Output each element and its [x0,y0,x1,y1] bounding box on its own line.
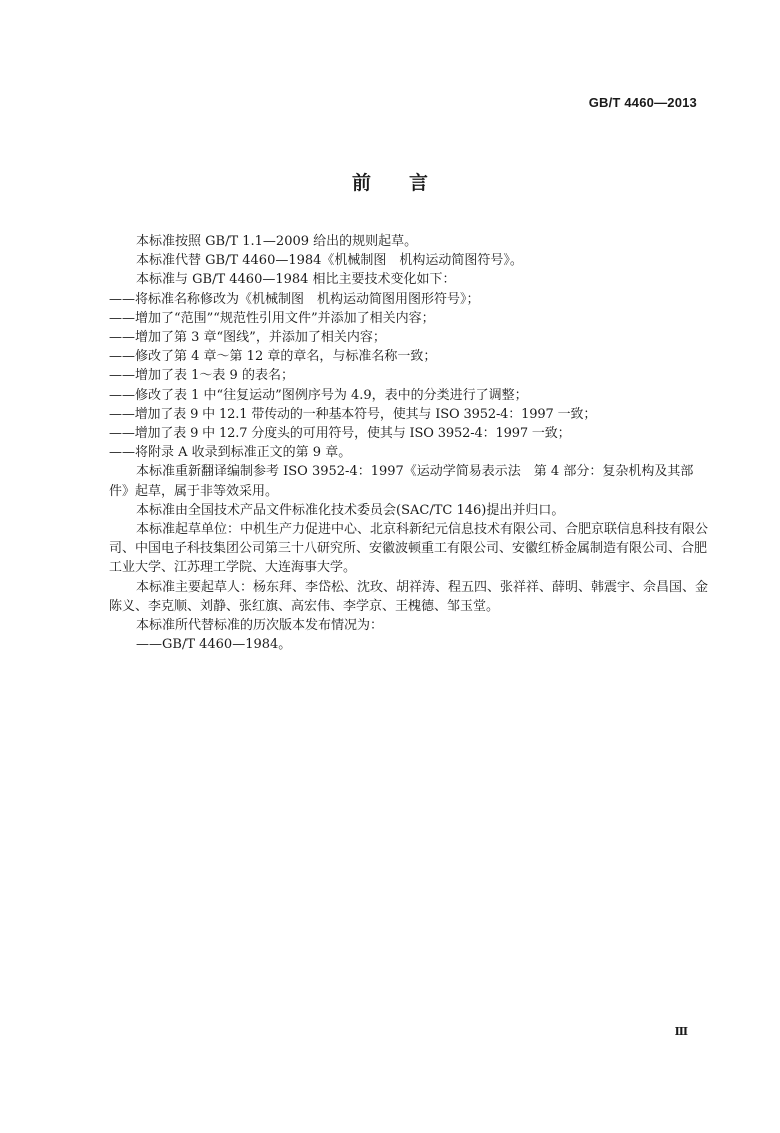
change-item: ——增加了“范围”“规范性引用文件”并添加了相关内容； [109,310,435,326]
paragraph-replaces: 本标准代替 GB/T 4460—1984《机械制图 机构运动简图符号》。 [136,253,523,269]
change-item: ——增加了表 9 中 12.7 分度头的可用符号，使其与 ISO 3952-4：1997 一致； [109,426,571,442]
history-item: ——GB/T 4460—1984。 [136,637,292,653]
change-item: ——修改了第 4 章～第 12 章的章名，与标准名称一致； [109,349,437,365]
paragraph-drafters: 本标准主要起草人：杨东拜、李岱松、沈玫、胡祥涛、程五四、张祥祥、薛明、韩震宇、佘昌国、金陈义、李克顺、刘静、张红旗、高宏伟、李学京、王槐德、邹玉堂。 [109,579,709,614]
paragraph-drafting-units: 本标准起草单位：中机生产力促进中心、北京科新纪元信息技术有限公司、合肥京联信息科技有限公司、中国电子科技集团公司第三十八研究所、安徽波顿重工有限公司、安徽红桥金属制造有限公司、合肥工业大学、江苏理工学院、大连海事大学。 [109,522,709,576]
standard-code: GB/T 4460—2013 [588,95,697,110]
paragraph-translation-note: 本标准重新翻译编制参考 ISO 3952-4：1997《运动学简易表示法 第 4 部分：复杂机构及其部件》起草，属于非等效采用。 [109,464,694,499]
change-item: ——增加了表 9 中 12.1 带传动的一种基本符号，使其与 ISO 3952-4：1997 一致； [109,406,597,422]
change-item: ——将附录 A 收录到标准正文的第 9 章。 [109,445,352,461]
change-item: ——增加了表 1～表 9 的表名； [109,368,294,384]
change-item: ——修改了表 1 中“往复运动”图例序号为 4.9，表中的分类进行了调整； [109,387,528,403]
paragraph-drafting-rule: 本标准按照 GB/T 1.1—2009 给出的规则起草。 [136,234,418,249]
paragraph-history-intro: 本标准所代替标准的历次版本发布情况为： [136,618,384,634]
page-title: 前言 [351,172,466,194]
change-item: ——增加了第 3 章“图线”，并添加了相关内容； [109,330,386,346]
paragraph-proposer: 本标准由全国技术产品文件标准化技术委员会(SAC/TC 146)提出并归口。 [136,502,565,518]
paragraph-changes-intro: 本标准与 GB/T 4460—1984 相比主要技术变化如下： [136,272,456,288]
foreword-body [109,232,709,654]
change-item: ——将标准名称修改为《机械制图 机构运动简图用图形符号》； [109,291,480,307]
page-number: Ⅲ [674,1025,688,1038]
